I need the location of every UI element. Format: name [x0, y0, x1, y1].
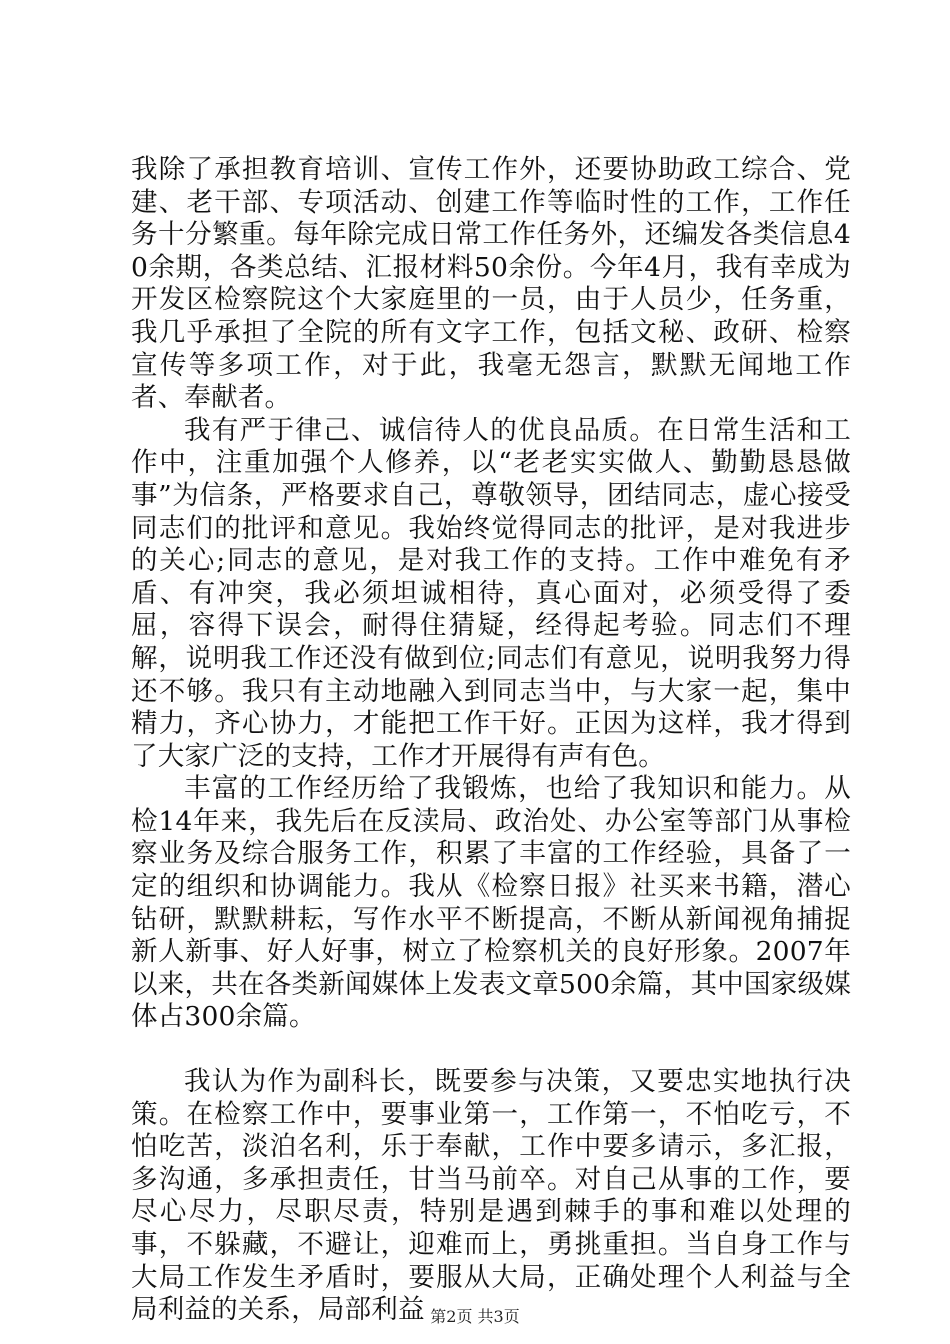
- page-footer: 第2页 共3页: [430, 1307, 520, 1326]
- paragraph-2: 我有严于律己、诚信待人的优良品质。在日常生活和工作中，注重加强个人修养，以“老老实实做人、勤勤恳恳做事”为信条，严格要求自己，尊敬领导，团结同志，虚心接受同志们的批评和意见。我始终觉得同志的批评，是对我进步的关心;同志的意见，是对我工作的支持。工作中难免有矛盾、有冲突，我必须坦诚相待，真心面对，必须受得了委屈，容得下误会，耐得住猜疑，经得起考验。同志们不理解，说明我工作还没有做到位;同志们有意见，说明我努力得还不够。我只有主动地融入到同志当中，与大家一起，集中精力，齐心协力，才能把工作干好。正因为这样，我才得到了大家广泛的支持，工作才开展得有声有色。: [131, 414, 851, 772]
- paragraph-4: 我认为作为副科长，既要参与决策，又要忠实地执行决策。在检察工作中，要事业第一，工作第一，不怕吃亏，不怕吃苦，淡泊名利，乐于奉献，工作中要多请示，多汇报，多沟通，多承担责任，甘当马前卒。对自己从事的工作，要尽心尽力，尽职尽责，特别是遇到棘手的事和难以处理的事，不躲藏，不避让，迎难而上，勇挑重担。当自身工作与大局工作发生矛盾时，要服从大局，正确处理个人利益与全局利益的关系，局部利益: [131, 1066, 851, 1326]
- paragraph-spacer: [131, 1034, 851, 1066]
- paragraph-3: 丰富的工作经历给了我锻炼，也给了我知识和能力。从检14年来，我先后在反渎局、政治处、办公室等部门从事检察业务及综合服务工作，积累了丰富的工作经验，具备了一定的组织和协调能力。我从《检察日报》社买来书籍，潜心钻研，默默耕耘，写作水平不断提高，不断从新闻视角捕捉新人新事、好人好事，树立了检察机关的良好形象。2007年以来，共在各类新闻媒体上发表文章500余篇，其中国家级媒体占300余篇。: [131, 773, 851, 1033]
- paragraph-1: 我除了承担教育培训、宣传工作外，还要协助政工综合、党建、老干部、专项活动、创建工作等临时性的工作，工作任务十分繁重。每年除完成日常工作任务外，还编发各类信息40余期，各类总结、汇报材料50余份。今年4月，我有幸成为开发区检察院这个大家庭里的一员，由于人员少，任务重，我几乎承担了全院的所有文字工作，包括文秘、政研、检察宣传等多项工作，对于此，我毫无怨言，默默无闻地工作者、奉献者。: [131, 154, 851, 414]
- body-text: [131, 154, 851, 1327]
